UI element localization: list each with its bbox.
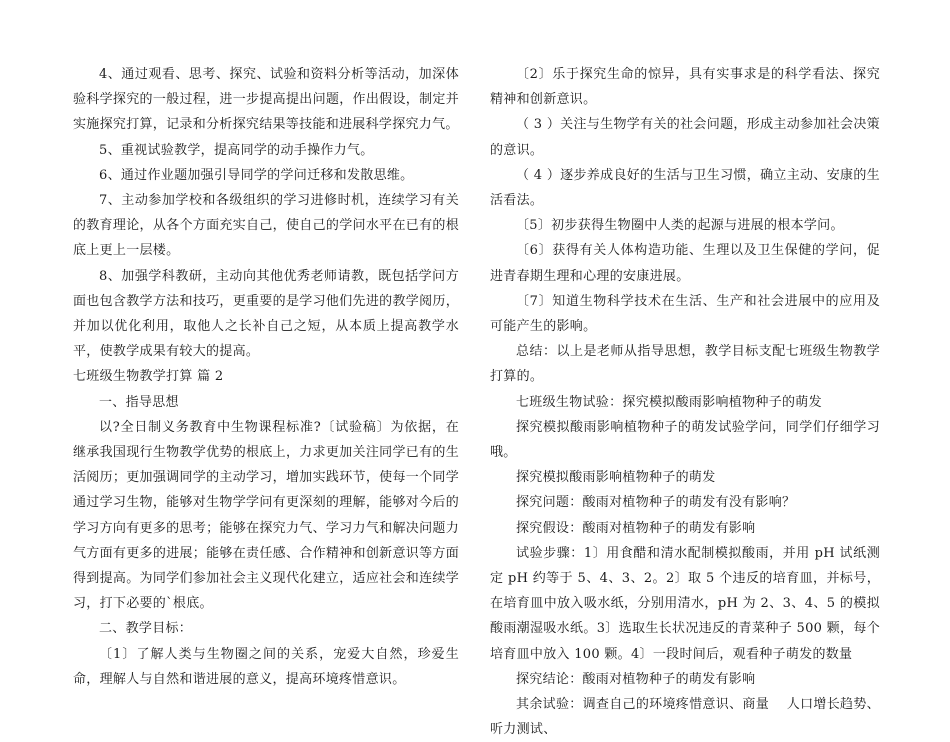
left-column-paragraph: 〔1〕了解人类与生物圈之间的关系，宠爱大自然，珍爱生命，理解人与自然和谐进展的意义，提高环境疼惜意识。 xyxy=(73,646,459,687)
right-column-paragraph: 〔5〕初步获得生物圈中人类的起源与进展的根本学问。 xyxy=(516,218,844,234)
right-column-paragraph: 〔6〕获得有关人体构造功能、生理以及卫生保健的学问，促进青春期生理和心理的安康进展。 xyxy=(490,243,880,284)
left-column-paragraph: 二、教学目标： xyxy=(99,621,193,637)
left-column-paragraph: 5、重视试验教学，提高同学的动手操作力气。 xyxy=(99,142,374,158)
left-column-paragraph: 七班级生物教学打算 篇 2 xyxy=(73,369,224,385)
right-column-paragraph: 总结：以上是老师从指导思想，教学目标支配七班级生物教学打算的。 xyxy=(490,344,880,385)
right-column-paragraph: （ 4 ）逐步养成良好的生活与卫生习惯，确立主动、安康的生活看法。 xyxy=(490,167,880,209)
right-column-paragraph: 探究模拟酸雨影响植物种子的萌发 xyxy=(516,470,716,486)
right-column-paragraph: 探究结论：酸雨对植物种子的萌发有影响 xyxy=(516,671,756,687)
right-column-paragraph: 探究问题：酸雨对植物种子的萌发有没有影响？ xyxy=(516,495,796,511)
left-column-paragraph: 一、指导思想 xyxy=(99,394,179,410)
right-column-paragraph: （ 3 ）关注与生物学有关的社会问题，形成主动参加社会决策的意识。 xyxy=(490,117,880,158)
right-column-paragraph: 其余试验：调查自己的环境疼惜意识、商量 人口增长趋势、听力测试、 xyxy=(490,697,880,738)
left-column-paragraph: 8、加强学科教研，主动向其他优秀老师请教，既包括学问方面也包含教学方法和技巧，更重要的是学习他们先进的教学阅历，并加以优化利用，取他人之长补自己之短，从本质上提高教学水平，使教学成果有较大的提高。 xyxy=(73,268,459,360)
left-column-paragraph: 6、通过作业题加强引导同学的学问迁移和发散思维。 xyxy=(99,167,414,183)
right-column xyxy=(490,62,880,742)
right-column-paragraph: 七班级生物试验：探究模拟酸雨影响植物种子的萌发 xyxy=(516,394,822,410)
right-column-paragraph: 〔2〕乐于探究生命的惊异，具有实事求是的科学看法、探究精神和创新意识。 xyxy=(490,67,880,108)
left-column-paragraph: 以?全日制义务教育中生物课程标准?〔试验稿〕为依据，在继承我国现行生物教学优势的根底上，力求更加关注同学已有的生活阅历；更加强调同学的主动学习，增加实践环节，使每一个同学通过学习生物，能够对生物学学问有更深刻的理解，能够对今后的学习方向有更多的思考；能够在探究力气、学习力气和解决问题力气方面有更多的进展；能够在责任感、合作精神和创新意识等方面得到提高。为同学们参加社会主义现代化建立，适应社会和连续学习，打下必要的`根底。 xyxy=(73,419,459,612)
left-column-paragraph: 4、通过观看、思考、探究、试验和资料分析等活动，加深体验科学探究的一般过程，进一步提高提出问题，作出假设，制定并实施探究打算，记录和分析探究结果等技能和进展科学探究力气。 xyxy=(73,67,459,133)
right-column-paragraph: 试验步骤：1〕用食醋和清水配制模拟酸雨，并用 pH 试纸测定 pH 约等于 5、4、3、2。2〕取 5 个违反的培育皿，并标号，在培育皿中放入吸水纸，分别用清水，pH 为 2、3、4、5 的模拟酸雨潮湿吸水纸。3〕选取生长状况违反的青菜种子 500 颗，每个培育皿中放入 100 颗。4〕一段时间后，观看种子萌发的数量 xyxy=(490,545,880,662)
right-column-paragraph: 探究假设：酸雨对植物种子的萌发有影响 xyxy=(516,520,756,536)
right-column-paragraph: 探究模拟酸雨影响植物种子的萌发试验学问，同学们仔细学习哦。 xyxy=(490,419,880,461)
left-column xyxy=(73,62,459,692)
left-column-paragraph: 7、主动参加学校和各级组织的学习进修时机，连续学习有关的教育理论，从各个方面充实自己，使自己的学问水平在已有的根底上更上一层楼。 xyxy=(73,193,459,259)
right-column-paragraph: 〔7〕知道生物科学技术在生活、生产和社会进展中的应用及可能产生的影响。 xyxy=(490,293,880,335)
